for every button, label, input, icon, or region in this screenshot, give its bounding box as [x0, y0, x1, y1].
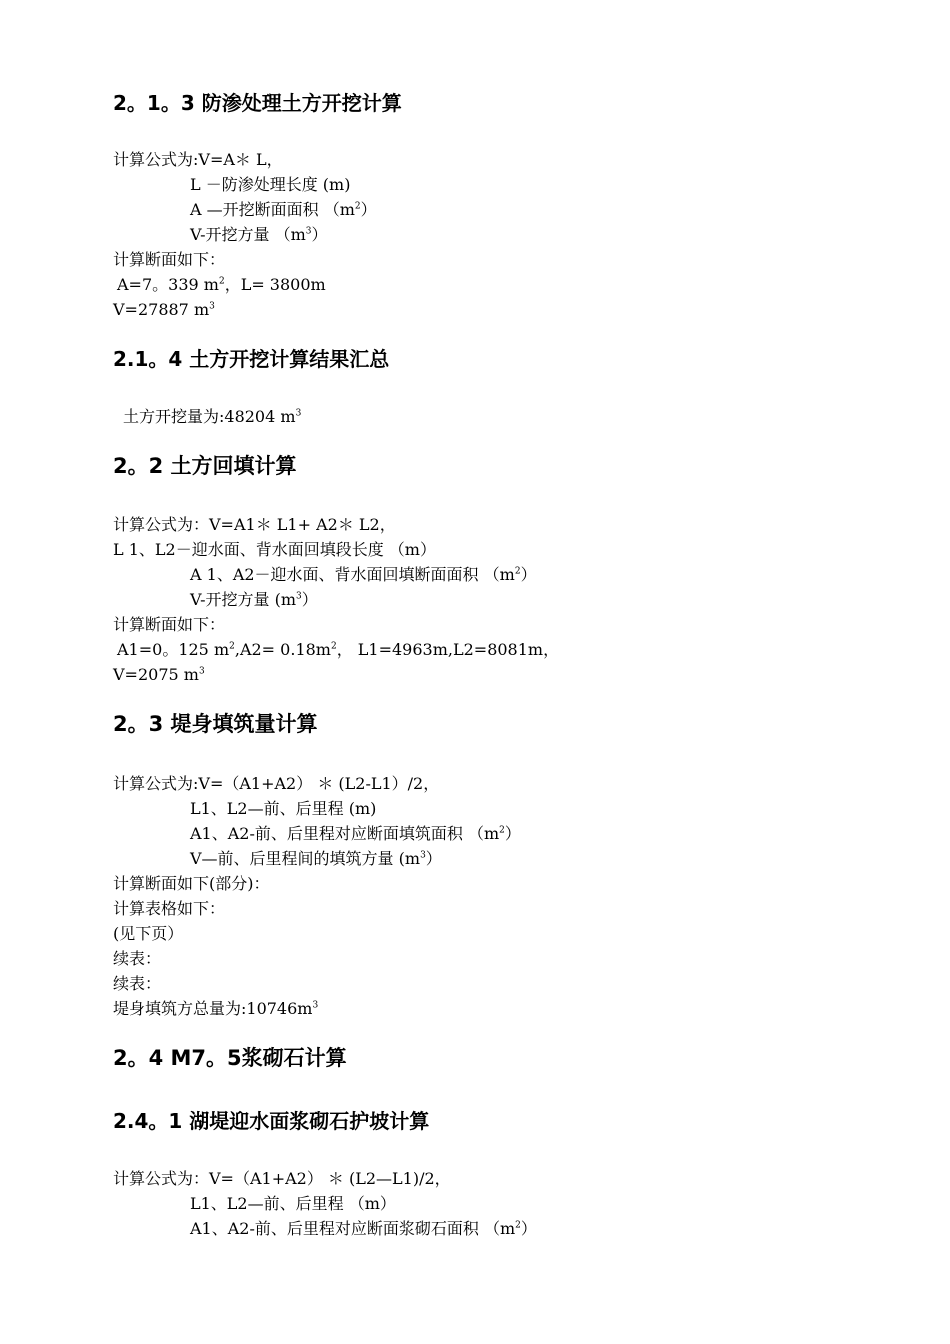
def-L-2-2: L 1、L2－迎水面、背水面回填段长度 （m）	[113, 540, 436, 559]
result-2-1-3: V=27887 $m^3$	[113, 300, 215, 319]
def-V-2-2: V-开挖方量 $(m^3)$	[190, 590, 318, 609]
see-next-page: (见下页）	[113, 924, 184, 943]
def-L-2-4-1: L1、L2—前、后里程 （m）	[190, 1194, 396, 1213]
section-label-2-3: 计算断面如下(部分)：	[113, 874, 270, 893]
def-V-2-1-3: V-开挖方量 $(m^3)$	[190, 225, 328, 244]
heading-2-2: 2。2 土方回填计算	[113, 454, 297, 478]
heading-2-1-4: 2.1。4 土方开挖计算结果汇总	[113, 347, 390, 371]
def-A-2-4-1: A1、A2-前、后里程对应断面浆砌石面积 $(m^2)$	[190, 1219, 537, 1238]
table-intro-2-3: 计算表格如下：	[113, 899, 226, 918]
def-A-2-3: A1、A2-前、后里程对应断面填筑面积 $(m^2)$	[190, 824, 521, 843]
def-A-2-2: A 1、A2－迎水面、背水面回填断面面积 $(m^2)$	[190, 565, 537, 584]
total-2-1-4: 土方开挖量为:48204 $m^3$	[123, 407, 302, 426]
continued-label-1: 续表：	[113, 949, 162, 968]
continued-label-2: 续表：	[113, 974, 162, 993]
heading-2-3: 2。3 堤身填筑量计算	[113, 712, 318, 736]
result-2-2: V=2075 $m^3$	[113, 665, 205, 684]
def-L-2-3: L1、L2—前、后里程 (m)	[190, 799, 377, 818]
formula-2-4-1: 计算公式为：V=（A1+A2） ＊ (L2—L1)/2，	[113, 1169, 451, 1188]
formula-2-1-3: 计算公式为:V=A＊ L，	[113, 150, 283, 169]
heading-2-4-1: 2.4。1 湖堤迎水面浆砌石护坡计算	[113, 1109, 430, 1133]
heading-2-1-3: 2。1。3 防渗处理土方开挖计算	[113, 91, 402, 115]
formula-2-2: 计算公式为：V=A1＊ L1+ A2＊ L2，	[113, 515, 396, 534]
total-2-3: 堤身填筑方总量为$:10746m^3$	[113, 999, 319, 1018]
heading-2-4: 2。4 M7。5浆砌石计算	[113, 1046, 347, 1070]
def-V-2-3: V—前、后里程间的填筑方量 $(m^3)$	[190, 849, 442, 868]
values-2-1-3: A=7。339 $m^2$，L= 3800m	[117, 275, 326, 294]
section-label-2-1-3: 计算断面如下：	[113, 250, 226, 269]
def-A-2-1-3: A —开挖断面面积 $(m^2)$	[190, 200, 377, 219]
values-2-2: A1=0。125 $m^2,A2= 0.18m^2$， L1=4963m,L2=8081m，	[117, 640, 560, 659]
section-label-2-2: 计算断面如下：	[113, 615, 226, 634]
def-L-2-1-3: L －防渗处理长度 (m)	[190, 175, 351, 194]
formula-2-3: 计算公式为:V=（A1+A2） ＊ (L2-L1）/2，	[113, 774, 440, 793]
